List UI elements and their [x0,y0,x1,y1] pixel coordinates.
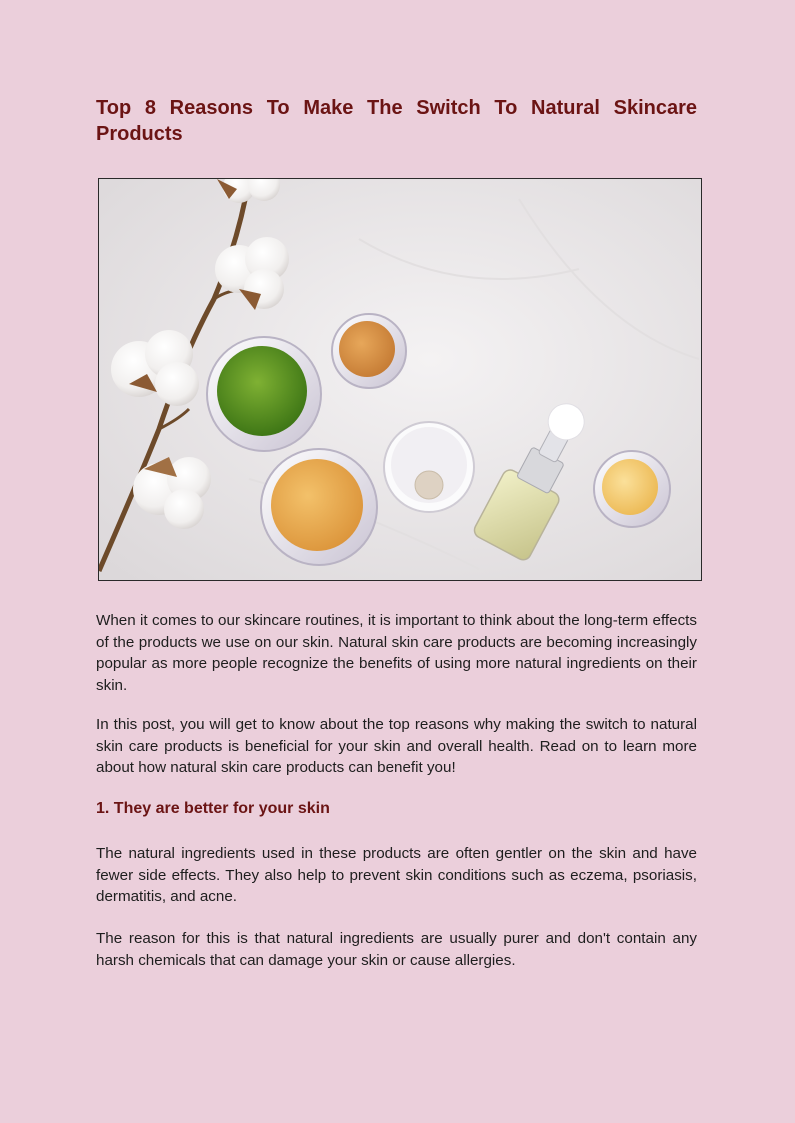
section-paragraph: The reason for this is that natural ingredients are usually purer and don't contain any harsh chemicals that can damage your skin or cause allergies. [96,930,697,969]
hero-image-skincare-products [98,178,702,581]
section-heading: 1. They are better for your skin [96,800,330,817]
intro-paragraph: When it comes to our skincare routines, it is important to think about the long-term effects of the products we use on our skin. Natural skin care products are becoming increasingly popular as more people recognize the benefits of using more natural ingredients on their skin. [96,612,697,694]
section-paragraph: The natural ingredients used in these products are often gentler on the skin and have fewer side effects. They also help to prevent skin conditions such as eczema, psoriasis, dermatitis, and acne. [96,845,697,905]
intro-paragraph: In this post, you will get to know about the top reasons why making the switch to natural skin care products is beneficial for your skin and overall health. Read on to learn more about how natural skin care products can benefit you! [96,716,697,776]
article-title: Top 8 Reasons To Make The Switch To Natural Skincare Products [96,97,697,145]
